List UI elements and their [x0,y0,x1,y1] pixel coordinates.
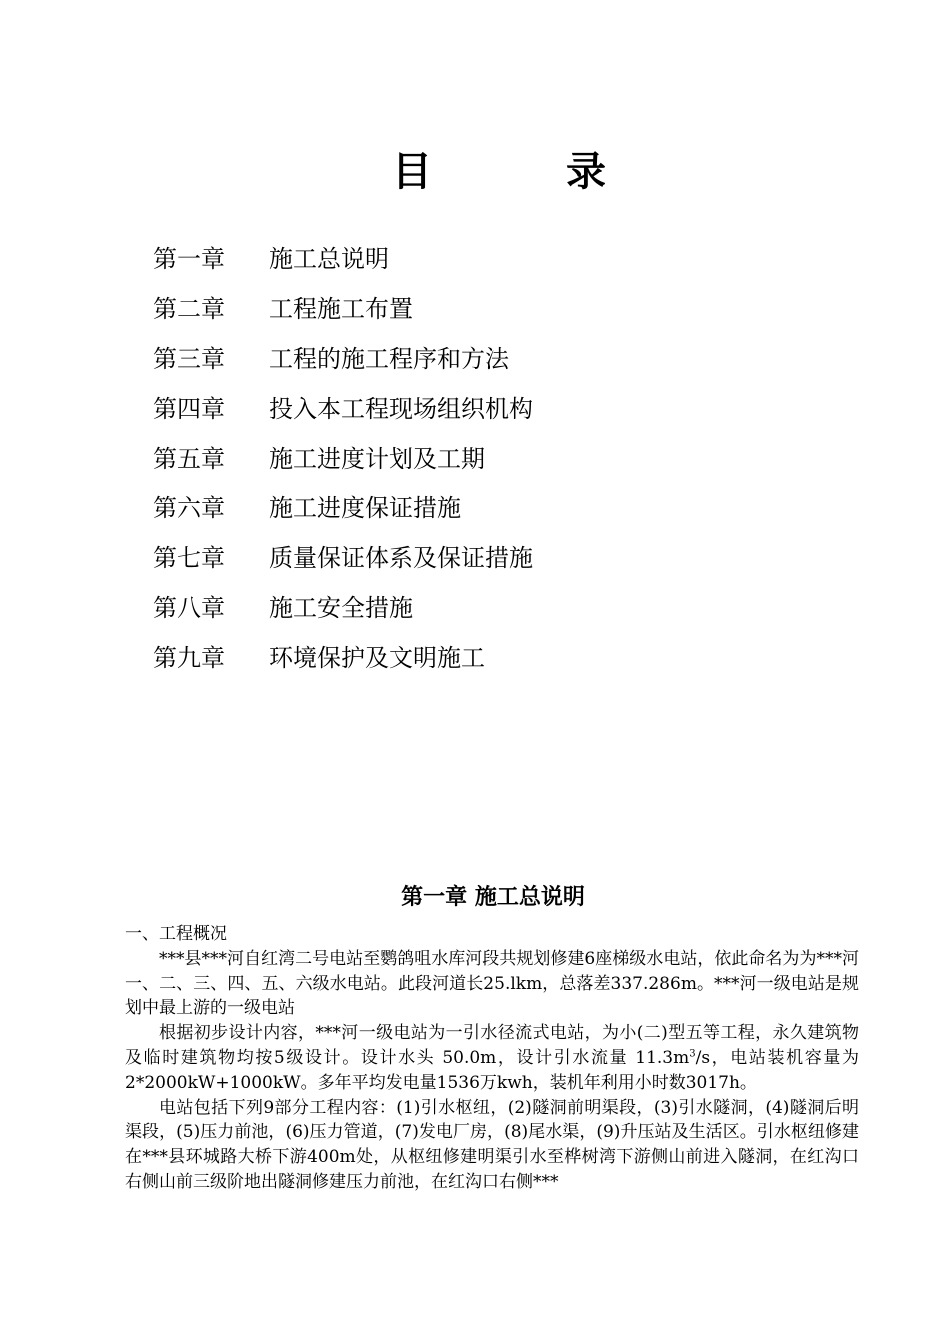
toc-item-title: 施工进度保证措施 [269,494,461,523]
toc-item-title: 质量保证体系及保证措施 [269,544,533,573]
paragraph-1: ***县***河自红湾二号电站至鹦鸽咀水库河段共规划修建6座梯级水电站，依此命名为为***河一、二、三、四、五、六级水电站。此段河道长25.lkm，总落差337.286m。***河一级电站是规划中最上游的一级电站 [125,948,859,1019]
toc-item-number: 第五章 [153,444,225,473]
toc-item-number: 第九章 [153,643,225,672]
toc-item-title: 投入本工程现场组织机构 [269,394,533,423]
toc-title-char-1: 目 [392,149,432,195]
paragraph-2-text-b: /s，电站装机容量为2*2000kW+1000kW。多年平均发电量1536万kwh，装机年利用小时数3017h。 [125,1047,859,1093]
toc-item-number: 第四章 [153,394,225,423]
toc-item-number: 第一章 [153,245,225,274]
toc-item-title: 施工进度计划及工期 [269,444,485,473]
section-heading: 一、工程概况 [125,924,227,944]
toc-item [153,531,533,581]
chapter-body [125,922,859,1195]
paragraph-2 [125,1021,859,1095]
toc-item-number: 第二章 [153,295,225,324]
paragraph-3: 电站包括下列9部分工程内容：(1)引水枢纽，(2)隧洞前明渠段，(3)引水隧洞，(4)隧洞后明渠段，(5)压力前池，(6)压力管道，(7)发电厂房，(8)尾水渠，(9)升压站及生活区。引水枢纽修建在***县环城路大桥下游400m处，从枢纽修建明渠引水至桦树湾下游侧山前进入隧洞，在红沟口右侧山前三级阶地出隧洞修建压力前池，在红沟口右侧*** [125,1097,859,1192]
toc-item [153,381,533,431]
toc-item-number: 第六章 [153,494,225,523]
superscript: 3 [689,1048,696,1060]
toc-item-title: 工程的施工程序和方法 [269,344,509,373]
toc-item-title: 施工安全措施 [269,593,413,622]
toc-item-number: 第三章 [153,344,225,373]
toc-item [153,481,533,531]
toc-item-title: 施工总说明 [269,245,389,274]
toc-item-number: 第七章 [153,544,225,573]
toc-list [153,232,533,680]
toc-item [153,431,533,481]
toc-item-title: 工程施工布置 [269,295,413,324]
toc-item [153,332,533,382]
chapter-heading: 第一章 施工总说明 [401,885,585,910]
toc-item [153,630,533,680]
toc-item [153,232,533,282]
paragraph-2-text-a: 根据初步设计内容，***河一级电站为一引水径流式电站，为小(二)型五等工程，永久建筑物及临时建筑物均按5级设计。设计水头 50.0m，设计引水流量 11.3m [125,1023,859,1068]
toc-item-title: 环境保护及文明施工 [269,643,485,672]
toc-item [153,282,533,332]
toc-item-number: 第八章 [153,593,225,622]
toc-title-char-2: 录 [566,149,606,195]
toc-item [153,581,533,631]
